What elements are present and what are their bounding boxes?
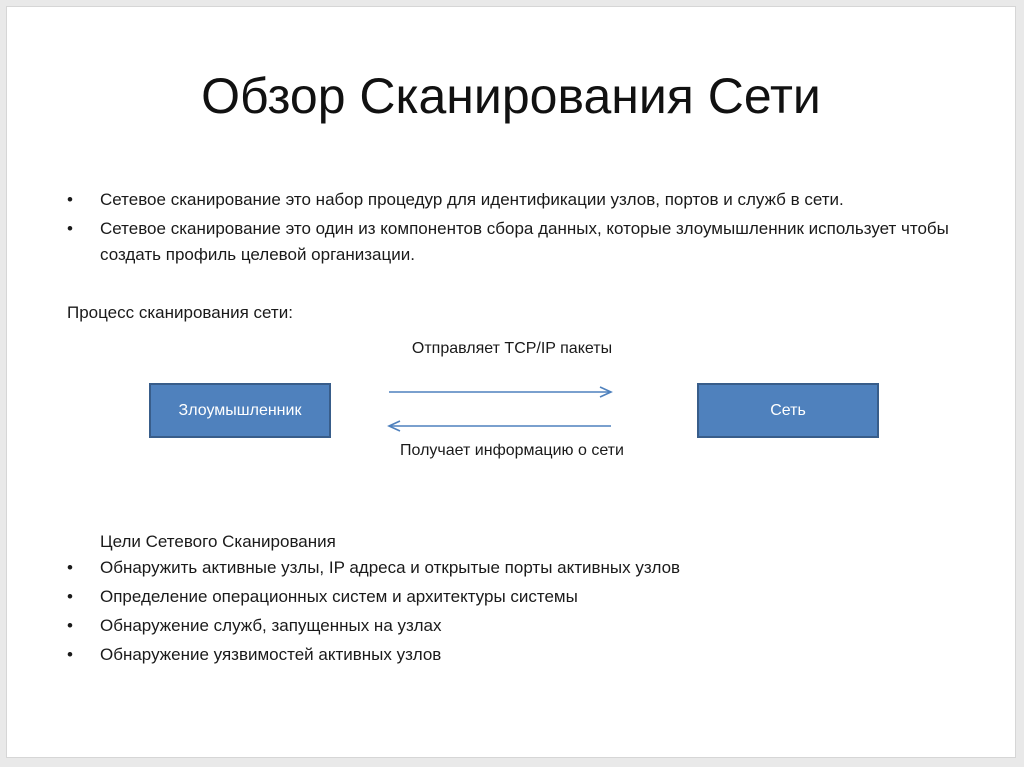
list-item — [67, 613, 967, 639]
intro-bullet-list — [67, 187, 967, 271]
goal-text: Обнаружить активные узлы, IP адреса и открытые порты активных узлов — [100, 558, 681, 577]
list-item — [67, 555, 967, 581]
receive-arrow-label: Получает информацию о сети — [400, 442, 624, 459]
bullet-text: Сетевое сканирование это набор процедур для идентификации узлов, портов и служб в сети. — [100, 190, 844, 209]
list-item — [67, 187, 967, 213]
network-node — [697, 383, 879, 438]
network-label: Сеть — [770, 401, 806, 419]
send-arrow-label: Отправляет TCP/IP пакеты — [411, 340, 613, 357]
goal-text: Определение операционных систем и архитектуры системы — [100, 587, 578, 606]
attacker-node — [149, 383, 331, 438]
bullet-icon: • — [67, 219, 73, 238]
bullet-text: Сетевое сканирование это один из компонентов сбора данных, которые злоумышленник использует чтобы создать профиль целевой организации. — [100, 219, 949, 264]
goals-bullet-list — [67, 555, 967, 671]
goal-text: Обнаружение уязвимостей активных узлов — [100, 645, 442, 664]
bullet-icon: • — [67, 587, 73, 606]
goal-text: Обнаружение служб, запущенных на узлах — [100, 616, 442, 635]
list-item — [67, 584, 967, 610]
list-item — [67, 642, 967, 668]
slide — [6, 6, 1016, 758]
bullet-icon: • — [67, 645, 73, 664]
process-label: Процесс сканирования сети: — [67, 303, 293, 322]
slide-title: Обзор Сканирования Сети — [201, 68, 821, 124]
bullet-icon: • — [67, 190, 73, 209]
bullet-icon: • — [67, 558, 73, 577]
goals-title: Цели Сетевого Сканирования — [100, 532, 336, 551]
list-item — [67, 216, 967, 268]
bullet-icon: • — [67, 616, 73, 635]
attacker-label: Злоумышленник — [178, 401, 302, 419]
